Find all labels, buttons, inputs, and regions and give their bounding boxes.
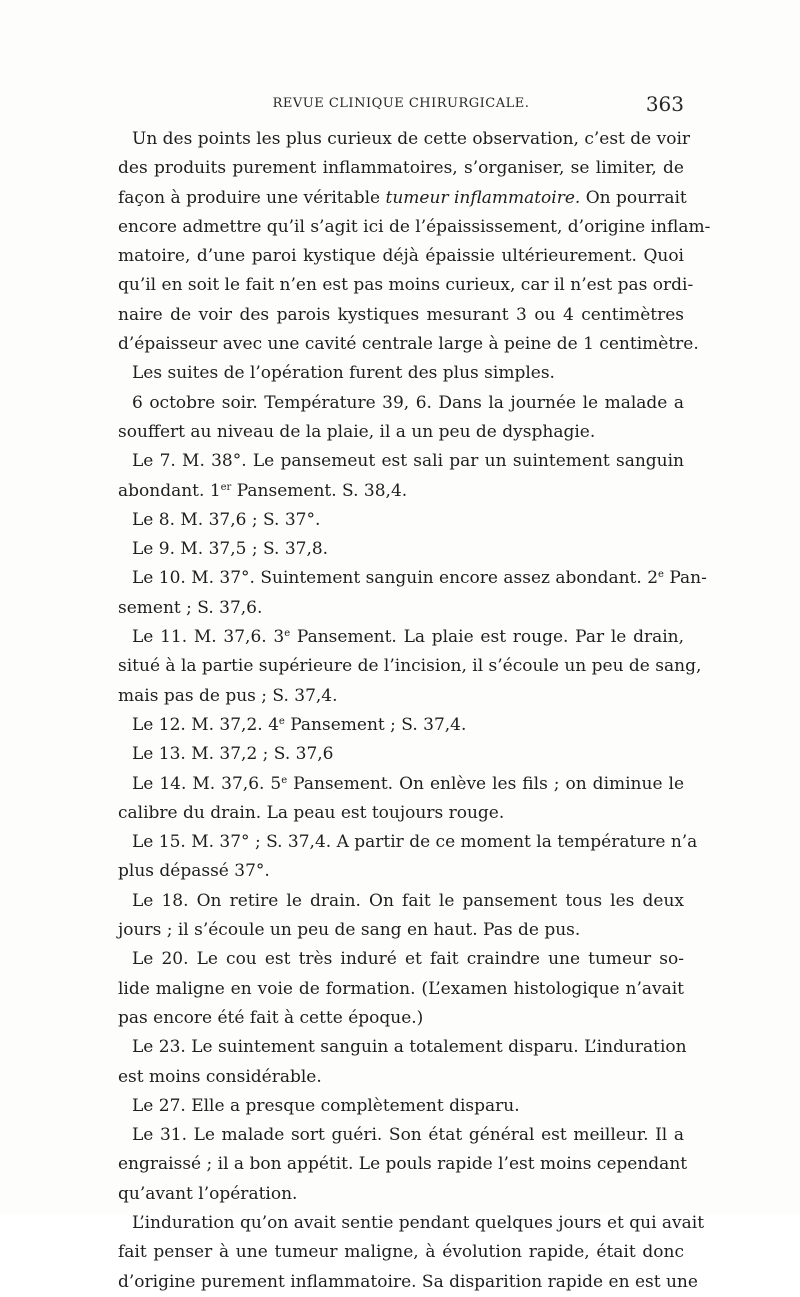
text-line (118, 477, 684, 506)
text-line (118, 887, 684, 916)
line-text: qu’il en soit le fait n’en est pas moins curieux, car il n’est pas ordi- (118, 275, 694, 296)
ordinal-number: 5 (270, 773, 282, 794)
text-line (118, 1121, 684, 1150)
line-text: souffert au niveau de la plaie, il a un peu de dysphagie. (118, 421, 596, 442)
text-line (118, 945, 684, 974)
line-text: encore admettre qu’il s’agit ici de l’épaississement, d’origine inflam- (118, 216, 711, 237)
line-text: 6 octobre soir. Température 39, 6. Dans la journée le malade a (132, 392, 684, 413)
text-line (118, 1150, 688, 1179)
text-line (118, 535, 684, 564)
line-text: Le 27. Elle a presque complètement disparu. (132, 1095, 520, 1116)
text-line (118, 184, 687, 213)
line-text: Le 18. On retire le drain. On fait le pansement tous les deux (132, 890, 684, 911)
text-line (118, 594, 684, 623)
ordinal-suffix: er (220, 481, 232, 493)
line-text: Le 15. M. 37° ; S. 37,4. A partir de ce moment la température n’a (132, 832, 698, 853)
text-line (118, 828, 698, 857)
line-text: Pansement ; S. 37,4. (290, 714, 467, 735)
line-text: abondant. (118, 480, 205, 501)
text-line (118, 301, 684, 330)
ordinal-number: 1 (209, 480, 221, 501)
line-text: Le 11. M. 37,6. (132, 627, 267, 648)
running-title: REVUE CLINIQUE CHIRURGICALE. (272, 96, 530, 111)
line-text: Le 31. Le malade sort guéri. Son état général est meilleur. Il a (132, 1125, 684, 1146)
page-number: 363 (645, 92, 684, 116)
text-line (118, 330, 699, 359)
text-line (118, 1180, 684, 1209)
text-line (118, 1209, 705, 1238)
text-line (118, 213, 711, 242)
text-line (118, 682, 684, 711)
line-text: plus dépassé 37°. (118, 861, 270, 882)
line-text: Les suites de l’opération furent des plus simples. (132, 363, 555, 384)
line-text: matoire, d’une paroi kystique déjà épaissie ultérieurement. Quoi (118, 246, 684, 267)
line-text: L’induration qu’on avait sentie pendant quelques jours et qui avait (132, 1212, 705, 1233)
ordinal-number: 2 (647, 568, 659, 589)
text-line (118, 359, 684, 388)
text-line (118, 916, 684, 945)
line-text: Le 12. M. 37,2. (132, 714, 263, 735)
text-line (118, 506, 684, 535)
text-line (118, 125, 691, 154)
line-text: Le 23. Le suintement sanguin a totalement disparu. L’induration (132, 1037, 687, 1058)
line-text: des produits purement inflammatoires, s’organiser, se limiter, de (118, 158, 684, 179)
line-text: mais pas de pus ; S. 37,4. (118, 685, 338, 706)
text-line (118, 271, 694, 300)
text-line (118, 242, 684, 271)
ordinal-number: 3 (273, 627, 285, 648)
line-text: fait penser à une tumeur maligne, à évolution rapide, était donc (118, 1242, 684, 1263)
line-text: calibre du drain. La peau est toujours rouge. (118, 802, 505, 823)
body-text (118, 125, 711, 1297)
text-line (118, 799, 684, 828)
text-line (118, 564, 707, 593)
ordinal-suffix: e (278, 715, 285, 727)
text-line (118, 1004, 684, 1033)
text-line (118, 1063, 684, 1092)
line-text: Pan- (669, 568, 707, 589)
text-line (118, 975, 684, 1004)
text-line (118, 857, 684, 886)
line-text: Le 7. M. 38°. Le pansemeut est sali par un suintement sanguin (132, 451, 684, 472)
line-text: Un des points les plus curieux de cette observation, c’est de voir (132, 129, 691, 149)
line-text: sement ; S. 37,6. (118, 597, 263, 618)
ordinal-suffix: e (284, 628, 291, 640)
line-text: Pansement. S. 38,4. (236, 480, 408, 501)
italic-term: tumeur inflammatoire. (385, 187, 581, 208)
ordinal-suffix: e (281, 774, 288, 786)
text-line (118, 1092, 684, 1121)
line-text: d’épaisseur avec une cavité centrale large à peine de 1 centimètre. (118, 334, 699, 355)
line-text: Pansement. La plaie est rouge. Par le drain, (296, 627, 685, 648)
text-line (118, 1033, 687, 1062)
text-line (118, 623, 684, 652)
text-line (118, 447, 684, 476)
line-text: qu’avant l’opération. (118, 1183, 298, 1204)
text-line (118, 1268, 698, 1297)
line-text: Pansement. On enlève les fils ; on diminue le (293, 773, 685, 794)
line-text: engraissé ; il a bon appétit. Le pouls rapide l’est moins cependant (118, 1154, 688, 1175)
running-head (118, 92, 684, 120)
line-text: Le 8. M. 37,6 ; S. 37°. (132, 509, 321, 530)
line-text: d’origine purement inflammatoire. Sa disparition rapide en est une (118, 1271, 698, 1292)
ordinal-number: 4 (268, 714, 279, 735)
line-text: façon à produire une véritable (118, 187, 381, 208)
line-text: Le 10. M. 37°. Suintement sanguin encore assez abondant. (132, 568, 642, 589)
text-line (118, 389, 684, 418)
text-line (118, 711, 684, 740)
line-text: est moins considérable. (118, 1066, 322, 1087)
text-line (118, 652, 702, 681)
text-line (118, 154, 684, 183)
line-text: On pourrait (585, 187, 687, 208)
line-text: jours ; il s’écoule un peu de sang en haut. Pas de pus. (118, 920, 581, 941)
line-text: situé à la partie supérieure de l’incision, il s’écoule un peu de sang, (118, 656, 702, 677)
line-text: Le 20. Le cou est très induré et fait craindre une tumeur so- (132, 949, 684, 970)
text-line (118, 1238, 684, 1267)
line-text: Le 14. M. 37,6. (132, 773, 265, 794)
ordinal-suffix: e (658, 569, 664, 581)
text-line (118, 740, 684, 769)
line-text: naire de voir des parois kystiques mesurant 3 ou 4 centimètres (118, 304, 684, 325)
line-text: lide maligne en voie de formation. (L’examen histologique n’avait (118, 978, 684, 999)
line-text: pas encore été fait à cette époque.) (118, 1007, 424, 1028)
text-line (118, 770, 684, 799)
line-text: Le 9. M. 37,5 ; S. 37,8. (132, 539, 329, 560)
text-line (118, 418, 684, 447)
line-text: Le 13. M. 37,2 ; S. 37,6 (132, 744, 334, 765)
